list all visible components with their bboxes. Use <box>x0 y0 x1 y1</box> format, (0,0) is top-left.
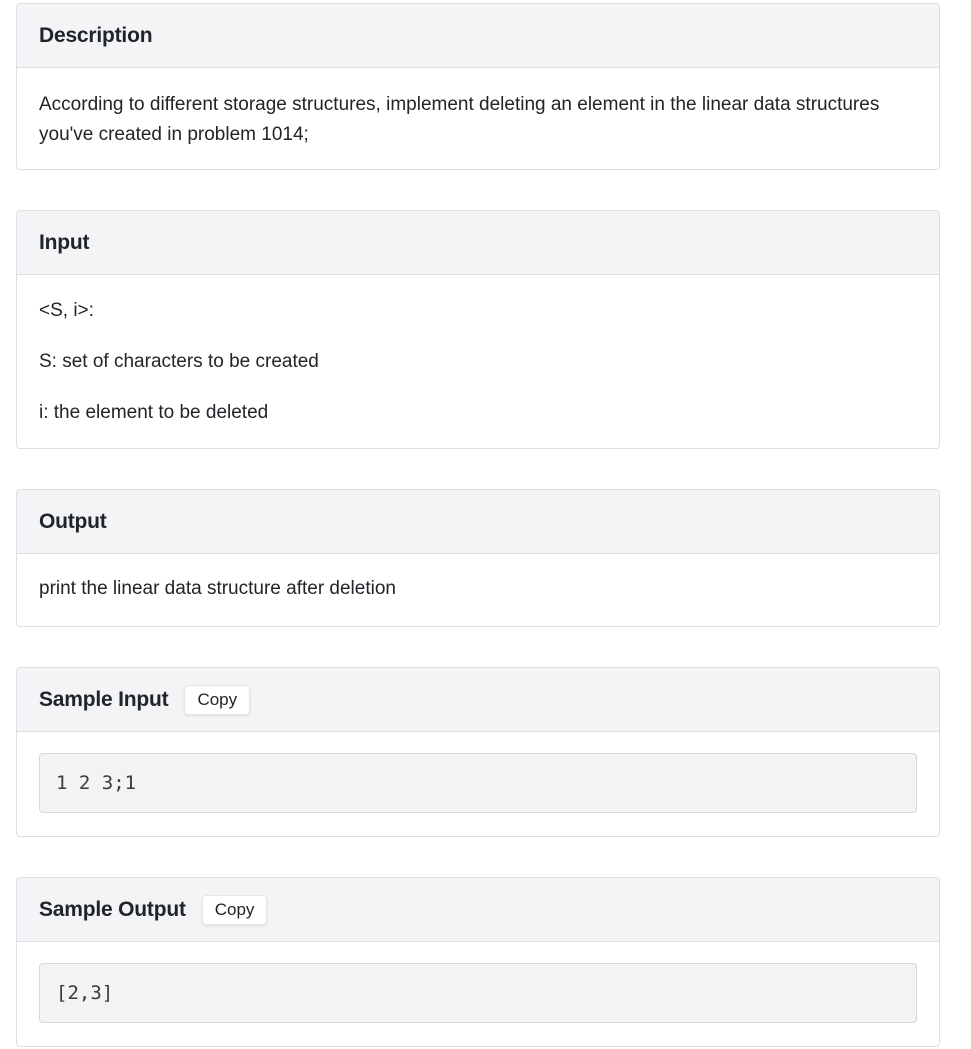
description-title: Description <box>39 23 153 47</box>
sample-input-header <box>17 668 939 732</box>
sample-input-card <box>16 667 940 837</box>
description-body <box>17 68 939 150</box>
copy-sample-output-button[interactable]: Copy <box>202 895 268 925</box>
description-card <box>16 3 940 170</box>
input-body <box>17 275 939 428</box>
input-title: Input <box>39 230 90 254</box>
sample-output-body <box>17 942 939 1023</box>
sample-input-title: Sample Input <box>39 687 169 711</box>
input-card <box>16 210 940 449</box>
sample-output-card <box>16 877 940 1047</box>
output-header <box>17 490 939 554</box>
output-body <box>17 554 939 604</box>
output-text: print the linear data structure after deletion <box>39 578 396 599</box>
input-line-s: S: set of characters to be created <box>39 351 319 372</box>
description-text: According to different storage structures, implement deleting an element in the linear data structures you've created in problem 1014; <box>39 94 880 145</box>
sample-input-body <box>17 732 939 813</box>
input-line-format: <S, i>: <box>39 300 94 321</box>
input-header <box>17 211 939 275</box>
sample-output-header <box>17 878 939 942</box>
sample-output-code[interactable]: [2,3] <box>39 963 917 1023</box>
input-line-i: i: the element to be deleted <box>39 402 269 423</box>
output-card <box>16 489 940 627</box>
sample-input-code[interactable]: 1 2 3;1 <box>39 753 917 813</box>
description-header <box>17 4 939 68</box>
sample-output-title: Sample Output <box>39 897 186 921</box>
copy-sample-input-button[interactable]: Copy <box>184 685 250 715</box>
output-title: Output <box>39 509 107 533</box>
